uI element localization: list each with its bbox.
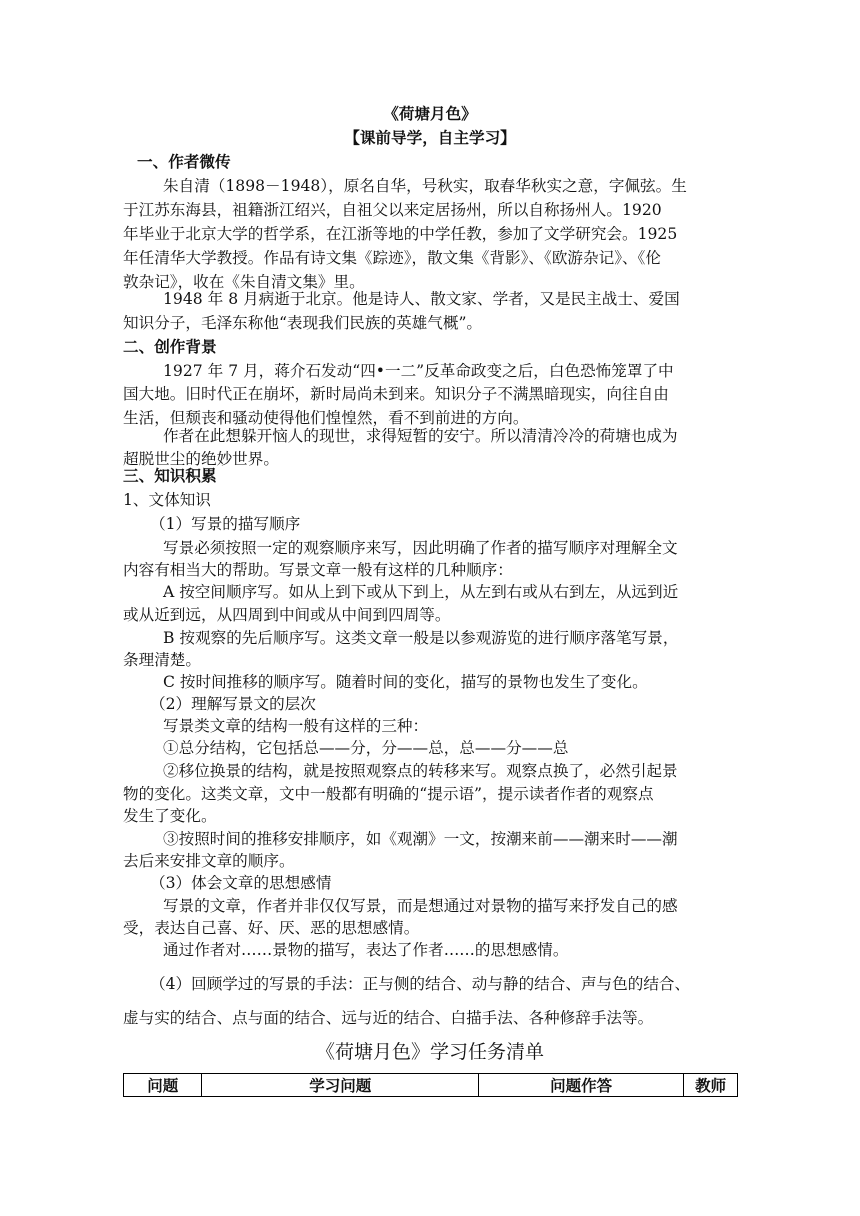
text-line: 超脱世尘的绝妙世界。: [123, 450, 279, 468]
text-line: 敦杂记》，收在《朱自清文集》里。: [123, 273, 365, 291]
text-line: 国大地。旧时代正在崩坏，新时局尚未到来。知识分子不满黑暗现实，向往自由: [123, 385, 669, 403]
text-line: 1927 年 7 月，蒋介石发动“四•一二”反革命政变之后，白色恐怖笼罩了中: [163, 362, 674, 380]
text-line: 内容有相当大的帮助。写景文章一般有这样的几种顺序：: [123, 561, 513, 579]
text-line: 通过作者对……景物的描写，表达了作者……的思想感情。: [163, 941, 569, 959]
text-line: 作者在此想躲开恼人的现世，求得短暂的安宁。所以清清冷冷的荷塘也成为: [163, 427, 678, 445]
task-list-title: 《荷塘月色》学习任务清单: [315, 1041, 544, 1063]
subheading: （2）理解写景文的层次: [150, 695, 316, 713]
text-line: 年毕业于北京大学的哲学系，在江浙等地的中学任教，参加了文学研究会。1925: [123, 225, 678, 243]
text-line: 于江苏东海县，祖籍浙江绍兴，自祖父以来定居扬州，所以自称扬州人。1920: [123, 201, 662, 219]
text-line: 知识分子，毛泽东称他“表现我们民族的英雄气概”。: [123, 314, 483, 332]
text-line: 虚与实的结合、点与面的结合、远与近的结合、白描手法、各种修辞手法等。: [123, 1009, 654, 1027]
column-header: 教师: [684, 1074, 738, 1097]
section-heading-knowledge: 三、知识积累: [123, 466, 217, 485]
text-line: ①总分结构，它包括总——分，分——总，总——分——总: [163, 739, 569, 757]
text-line: ③按照时间的推移安排顺序，如《观潮》一文，按潮来前——潮来时——潮: [163, 830, 678, 848]
text-line: C 按时间推移的顺序写。随着时间的变化，描写的景物也发生了变化。: [163, 673, 648, 691]
text-line: 写景必须按照一定的观察顺序来写，因此明确了作者的描写顺序对理解全文: [163, 539, 678, 557]
text-line: 受，表达自己喜、好、厌、恶的思想感情。: [123, 919, 420, 937]
column-header: 学习问题: [202, 1074, 479, 1097]
text-line: 条理清楚。: [123, 651, 201, 669]
subheading: （3）体会文章的思想感情: [150, 874, 332, 892]
text-line: ②移位换景的结构，就是按照观察点的转移来写。观察点换了，必然引起景: [163, 762, 678, 780]
text-line: 朱自清（1898－1948），原名自华，号秋实，取春华秋实之意，字佩弦。生: [163, 177, 687, 195]
text-line: 写景类文章的结构一般有这样的三种：: [163, 717, 429, 735]
text-line: 去后来安排文章的顺序。: [123, 852, 295, 870]
text-line: 年任清华大学教授。作品有诗文集《踪迹》，散文集《背影》、《欧游杂记》、《伦: [123, 249, 661, 267]
column-header: 问题: [124, 1074, 202, 1097]
task-table: [123, 1073, 738, 1097]
text-line: 写景的文章，作者并非仅仅写景，而是想通过对景物的描写来抒发自己的感: [163, 897, 678, 915]
text-line: B 按观察的先后顺序写。这类文章一般是以参观游览的进行顺序落笔写景，: [163, 629, 679, 647]
section-heading-author: 一、作者微传: [137, 152, 231, 171]
text-line: A 按空间顺序写。如从上到下或从下到上，从左到右或从右到左，从远到近: [163, 583, 679, 601]
text-line: 1948 年 8 月病逝于北京。他是诗人、散文家、学者，又是民主战士、爱国: [163, 290, 680, 308]
text-line: 物的变化。这类文章，文中一般都有明确的“提示语”，提示读者作者的观察点: [123, 785, 654, 803]
section-heading-background: 二、创作背景: [123, 337, 217, 356]
doc-subtitle: 【课前导学，自主学习】: [344, 128, 516, 147]
column-header: 问题作答: [479, 1074, 684, 1097]
table-header-row: [124, 1074, 738, 1097]
list-item: 1、文体知识: [123, 491, 211, 509]
doc-title: 《荷塘月色》: [383, 104, 477, 123]
subheading: （1）写景的描写顺序: [150, 515, 301, 533]
text-line: 或从近到远，从四周到中间或从中间到四周等。: [123, 606, 451, 624]
text-line: （4）回顾学过的写景的手法：正与侧的结合、动与静的结合、声与色的结合、: [150, 975, 691, 993]
text-line: 发生了变化。: [123, 807, 217, 825]
text-line: 生活，但颓丧和骚动使得他们惶惶然，看不到前进的方向。: [123, 409, 529, 427]
